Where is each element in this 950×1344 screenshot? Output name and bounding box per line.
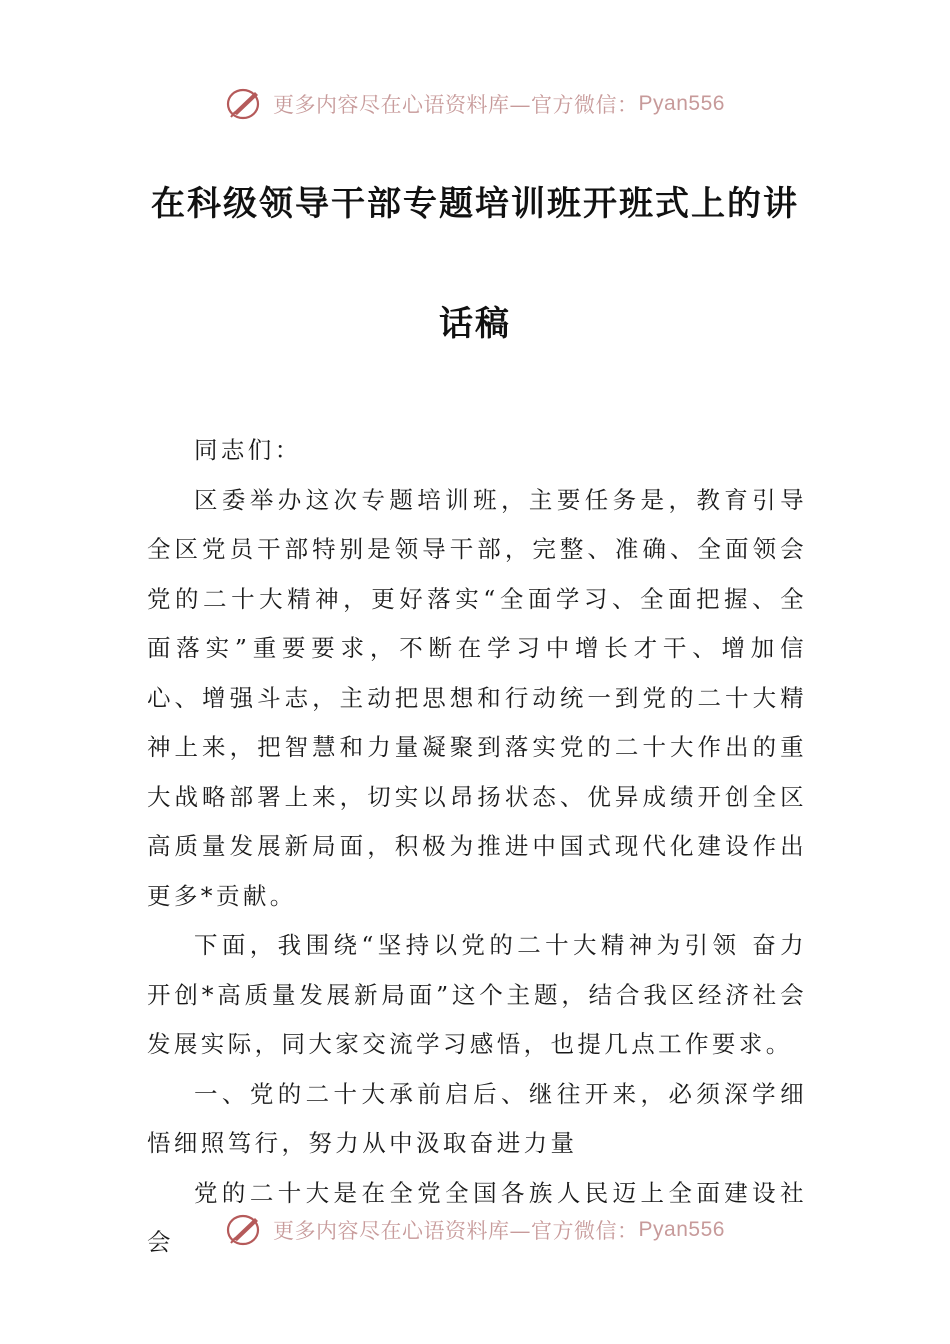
watermark-text: 更多内容尽在心语资料库—官方微信：: [273, 1219, 639, 1243]
watermark-wechat-id: Pyan556: [638, 1218, 725, 1241]
body-paragraph: 党的二十大是在全党全国各族人民迈上全面建设社会: [147, 1178, 807, 1256]
salutation: 同志们：: [194, 436, 302, 464]
watermark-wechat-id: Pyan556: [638, 92, 725, 115]
document-title-line-2: 话稿: [439, 304, 511, 344]
section-heading: 一、党的二十大承前启后、继往开来，必须深学细悟细照笃行，努力从中汲取奋进力量: [147, 1079, 807, 1157]
body-paragraph: 区委举办这次专题培训班，主要任务是，教育引导全区党员干部特别是领导干部，完整、准确、全面领会党的二十大精神，更好落实“全面学习、全面把握、全面落实”重要要求，不断在学习中增长才干、增加信心、增强斗志，主动把思想和行动统一到党的二十大精神上来，把智慧和力量凝聚到落实党的二十大作出的重大战略部署上来，切实以昂扬状态、优异成绩开创全区高质量发展新局面，积极为推进中国式现代化建设作出更多*贡献。: [147, 485, 807, 910]
document-body: [147, 426, 807, 1268]
watermark-footer: [0, 1210, 950, 1250]
watermark-text: 更多内容尽在心语资料库—官方微信：: [273, 93, 639, 117]
watermark-header: [0, 84, 950, 124]
quill-logo-icon: [225, 1212, 265, 1248]
document-title-line-1: 在科级领导干部专题培训班开班式上的讲: [151, 184, 799, 224]
quill-logo-icon: [225, 86, 265, 122]
body-paragraph: 下面，我围绕“坚持以党的二十大精神为引领 奋力开创*高质量发展新局面”这个主题，结合我区经济社会发展实际，同大家交流学习感悟，也提几点工作要求。: [147, 931, 807, 1058]
